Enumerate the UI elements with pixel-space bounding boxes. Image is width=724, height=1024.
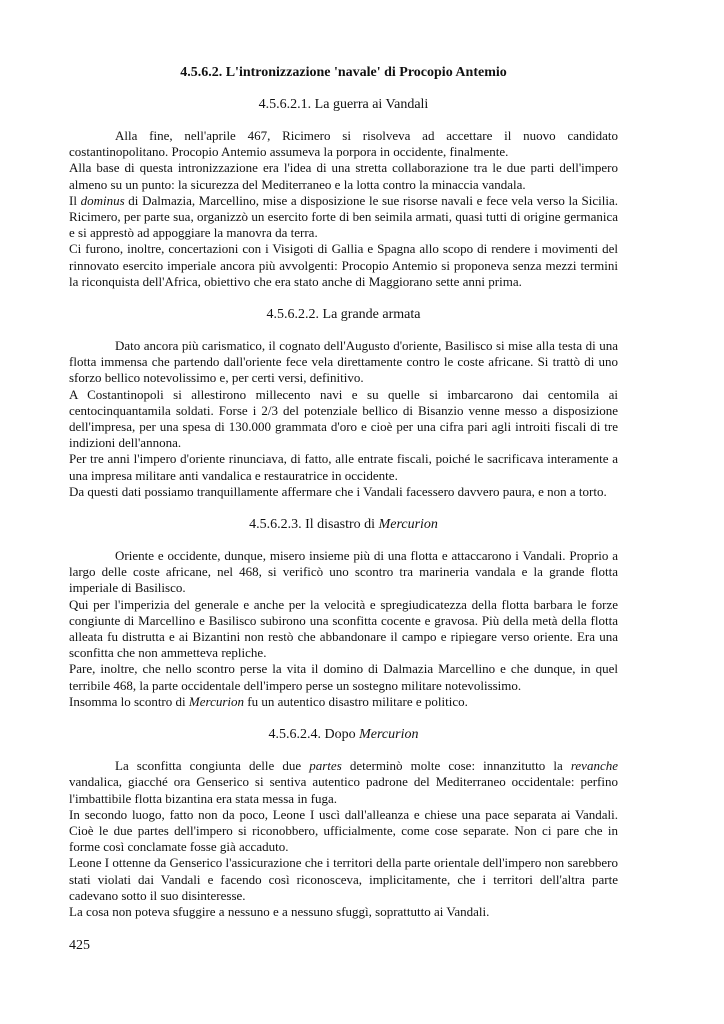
paragraph: Pare, inoltre, che nello scontro perse la vita il domino di Dalmazia Marcellino e che dunque, in quel terribile 468, la parte occidentale dell'impero perse un sostegno militare notevolissimo.: [69, 661, 618, 693]
section-guerra-ai-vandali: [69, 96, 618, 290]
page-number: 425: [69, 938, 90, 953]
section-disastro-mercurion: [69, 516, 618, 710]
section-body: [69, 548, 618, 710]
section-body: [69, 128, 618, 290]
section-body: [69, 758, 618, 920]
section-title: [69, 516, 618, 534]
section-title: [69, 726, 618, 744]
section-body: [69, 338, 618, 500]
paragraph: Leone I ottenne da Genserico l'assicurazione che i territori della parte orientale dell'impero non sarebbero stati violati dai Vandali e facendo così riconosceva, implicitamente, che i territori dell'altra parte cadevano sotto il suo disinteresse.: [69, 855, 618, 903]
section-title-prefix: 4.5.6.2.4. Dopo: [268, 727, 360, 743]
document-page: [69, 62, 618, 936]
paragraph: Da questi dati possiamo tranquillamente affermare che i Vandali facessero davvero paura, e non a torto.: [69, 483, 607, 499]
paragraph: La cosa non poteva sfuggire a nessuno e a nessuno sfuggì, soprattutto ai Vandali.: [69, 903, 490, 919]
paragraph: Qui per l'imperizia del generale e anche per la velocità e spregiudicatezza della flotta barbara le forze congiunte di Marcellino e Basilisco subirono una sconfitta cocente e gravosa. Più della metà della flotta alleata fu distrutta e ai Bizantini non restò che abbandonare il campo e ripiegare verso oriente. Era una sconfitta che non ammetteva repliche.: [69, 596, 618, 661]
italic-term: Mercurion: [188, 693, 245, 709]
section-title-italic: Mercurion: [378, 517, 438, 533]
paragraph: La sconfitta congiunta delle due partes determinò molte cose: innanzitutto la revanche vandalica, giacché ora Genserico si sentiva autentico padrone del Mediterraneo occidentale: perfino l'imbattibile flotta bizantina era stata messa in fuga.: [69, 758, 618, 806]
section-title: 4.5.6.2.2. La grande armata: [266, 307, 421, 323]
italic-term: dominus: [80, 192, 125, 208]
paragraph: Ci furono, inoltre, concertazioni con i Visigoti di Gallia e Spagna allo scopo di rendere i movimenti del rinnovato esercito imperiale ancora più avvolgenti: Procopio Antemio si proponeva senza mezzi termini la riconquista dell'Africa, obiettivo che era stato anche di Maggiorano sette anni prima.: [69, 241, 618, 289]
paragraph: Il dominus di Dalmazia, Marcellino, mise a disposizione le sue risorse navali e fece vela verso la Sicilia. Ricimero, per parte sua, organizzò un esercito forte di ben seimila armati, quasi tutti di origine germanica e si apprestò ad appoggiare la manovra da terra.: [69, 192, 618, 241]
italic-term: partes: [309, 758, 342, 774]
section-title-italic: Mercurion: [359, 727, 419, 743]
section-dopo-mercurion: [69, 726, 618, 920]
paragraph: Alla fine, nell'aprile 467, Ricimero si risolveva ad accettare il nuovo candidato costantinopolitano. Procopio Antemio assumeva la porpora in occidente, finalmente.: [69, 128, 618, 160]
paragraph: Dato ancora più carismatico, il cognato dell'Augusto d'oriente, Basilisco si mise alla testa di una flotta immensa che partendo dall'oriente fece vela direttamente contro le coste africane. Si trattò di uno sforzo bellico notevolissimo e, per certi versi, definitivo.: [69, 338, 618, 386]
paragraph: In secondo luogo, fatto non da poco, Leone I uscì dall'alleanza e chiese una pace separata ai Vandali. Cioè le due partes dell'impero si riconobbero, ufficialmente, come cose separate. Non ci pare che in forme così conclamate fosse già accaduto.: [69, 806, 618, 855]
paragraph: Alla base di questa intronizzazione era l'idea di una stretta collaborazione tra le due parti dell'impero almeno su un punto: la sicurezza del Mediterraneo e la lotta contro la minaccia vandala.: [69, 160, 618, 192]
section-title-prefix: 4.5.6.2.3. Il disastro di: [249, 517, 379, 533]
section-grande-armata: [69, 306, 618, 500]
paragraph: Insomma lo scontro di Mercurion fu un autentico disastro militare e politico.: [69, 693, 468, 709]
paragraph: Per tre anni l'impero d'oriente rinunciava, di fatto, alle entrate fiscali, poiché le sacrificava interamente a una impresa militare anti vandalica e restauratrice in occidente.: [69, 451, 618, 483]
paragraph: A Costantinopoli si allestirono millecento navi e su quelle si imbarcarono dai centomila ai centocinquantamila soldati. Forse i 2/3 del potenziale bellico di Bisanzio venne messo a disposizione dell'impresa, per una spesa di 130.000 grammata d'oro e cioè per una cifra pari agli introiti fiscali di tre indizioni dell'annona.: [69, 386, 618, 451]
paragraph: Oriente e occidente, dunque, misero insieme più di una flotta e attaccarono i Vandali. Proprio a largo delle coste africane, nel 468, si verificò uno scontro tra marineria vandala e la grande flotta imperiale di Basilisco.: [69, 548, 618, 596]
section-title: 4.5.6.2.1. La guerra ai Vandali: [258, 97, 429, 112]
chapter-title: 4.5.6.2. L'intronizzazione 'navale' di Procopio Antemio: [180, 65, 507, 80]
italic-term: revanche: [570, 758, 618, 774]
